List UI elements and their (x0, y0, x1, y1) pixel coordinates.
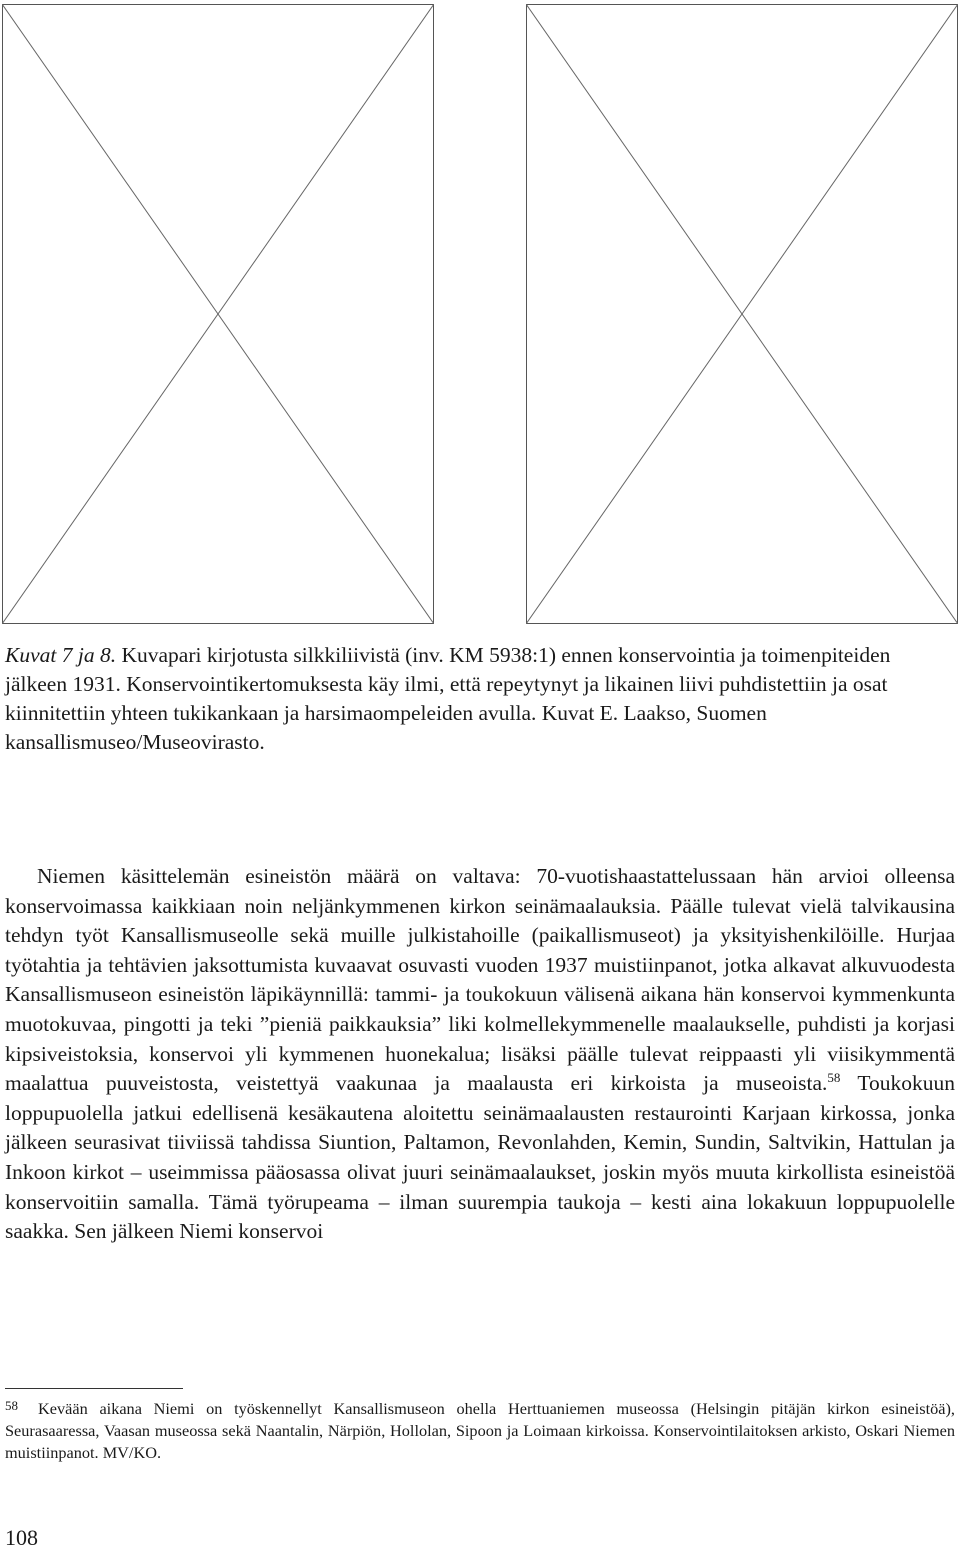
body-text-part1: Niemen käsittelemän esineistön määrä on valtava: 70-vuotishaastattelussaan hän arvioi olleensa konservoimassa kaikkiaan noin neljänkymmenen kirkon seinämaalauksia. Päälle tulevat vielä talvikausina tehdyn työt Kansallismuseolle sekä muille julkistahoille (paikallismuseot) ja yksityishenkilöille. Hurjaa työtahtia ja tehtävien jaksottumista kuvaavat osuvasti vuoden 1937 muistiinpanot, jotka alkavat alkuvuodesta Kansallismuseon esineistön läpikäynnillä: tammi- ja toukokuun välisenä aikana hän konservoi kymmenkunta muotokuvaa, pingotti ja teki ”pieniä paikkauksia” liki kolmellekymmenelle maalaukselle, puhdisti ja korjasi kipsiveistoksia, konservoi yli kymmenen huonekalua; lisäksi päälle tulevat reippaasti yli viisikymmentä maalattua puuveistosta, veistettyä vaakunaa ja maalausta eri kirkoista ja museoista. (5, 864, 955, 1096)
caption-lead: Kuvat 7 ja 8. (5, 643, 117, 667)
image-placeholder-after (526, 4, 958, 624)
footnote-divider (5, 1388, 183, 1389)
figure-caption (5, 641, 955, 757)
footnote-reference[interactable]: 58 (827, 1070, 841, 1085)
image-placeholder-before (2, 4, 434, 624)
caption-text: Kuvapari kirjotusta silkkiliivistä (inv. KM 5938:1) ennen konservointia ja toimenpiteiden jälkeen 1931. Konservointikertomuksesta käy ilmi, että repeytynyt ja likainen liivi puhdistettiin ja osat kiinnitettiin yhteen tukikankaan ja harsimaompeleiden avulla. Kuvat E. Laakso, Suomen kansallismuseo/Museovirasto. (5, 643, 891, 754)
body-paragraph (5, 862, 955, 1247)
footnote-text: Kevään aikana Niemi on työskennellyt Kansallismuseon ohella Herttuaniemen museossa (Helsingin pitäjän kirkon esineistöä), Seurasaaressa, Vaasan museossa sekä Naantalin, Närpiön, Hollolan, Sipoon ja Loimaan kirkoissa. Konservointilaitoksen arkisto, Oskari Niemen muistiinpanot. MV/KO. (5, 1399, 955, 1462)
body-text-part2: Toukokuun loppupuolella jatkui edellisenä kesäkautena aloitettu seinämaalausten restaurointi Karjaan kirkossa, jonka jälkeen seurasivat tiiviissä tahdissa Siuntion, Paltamon, Revonlahden, Kemin, Sundin, Saltvikin, Hattulan ja Inkoon kirkot – useimmissa pääosassa olivat juuri seinämaalaukset, joskin myös muuta kirkollista esineistöä konservoitiin samalla. Tämä työrupeama – ilman suurempia taukoja – kesti aina lokakuun loppupuolelle saakka. Sen jälkeen Niemi konservoi (5, 1071, 955, 1244)
footnote-number: 58 (5, 1398, 18, 1413)
footnote (5, 1398, 955, 1464)
page-number: 108 (5, 1525, 38, 1550)
